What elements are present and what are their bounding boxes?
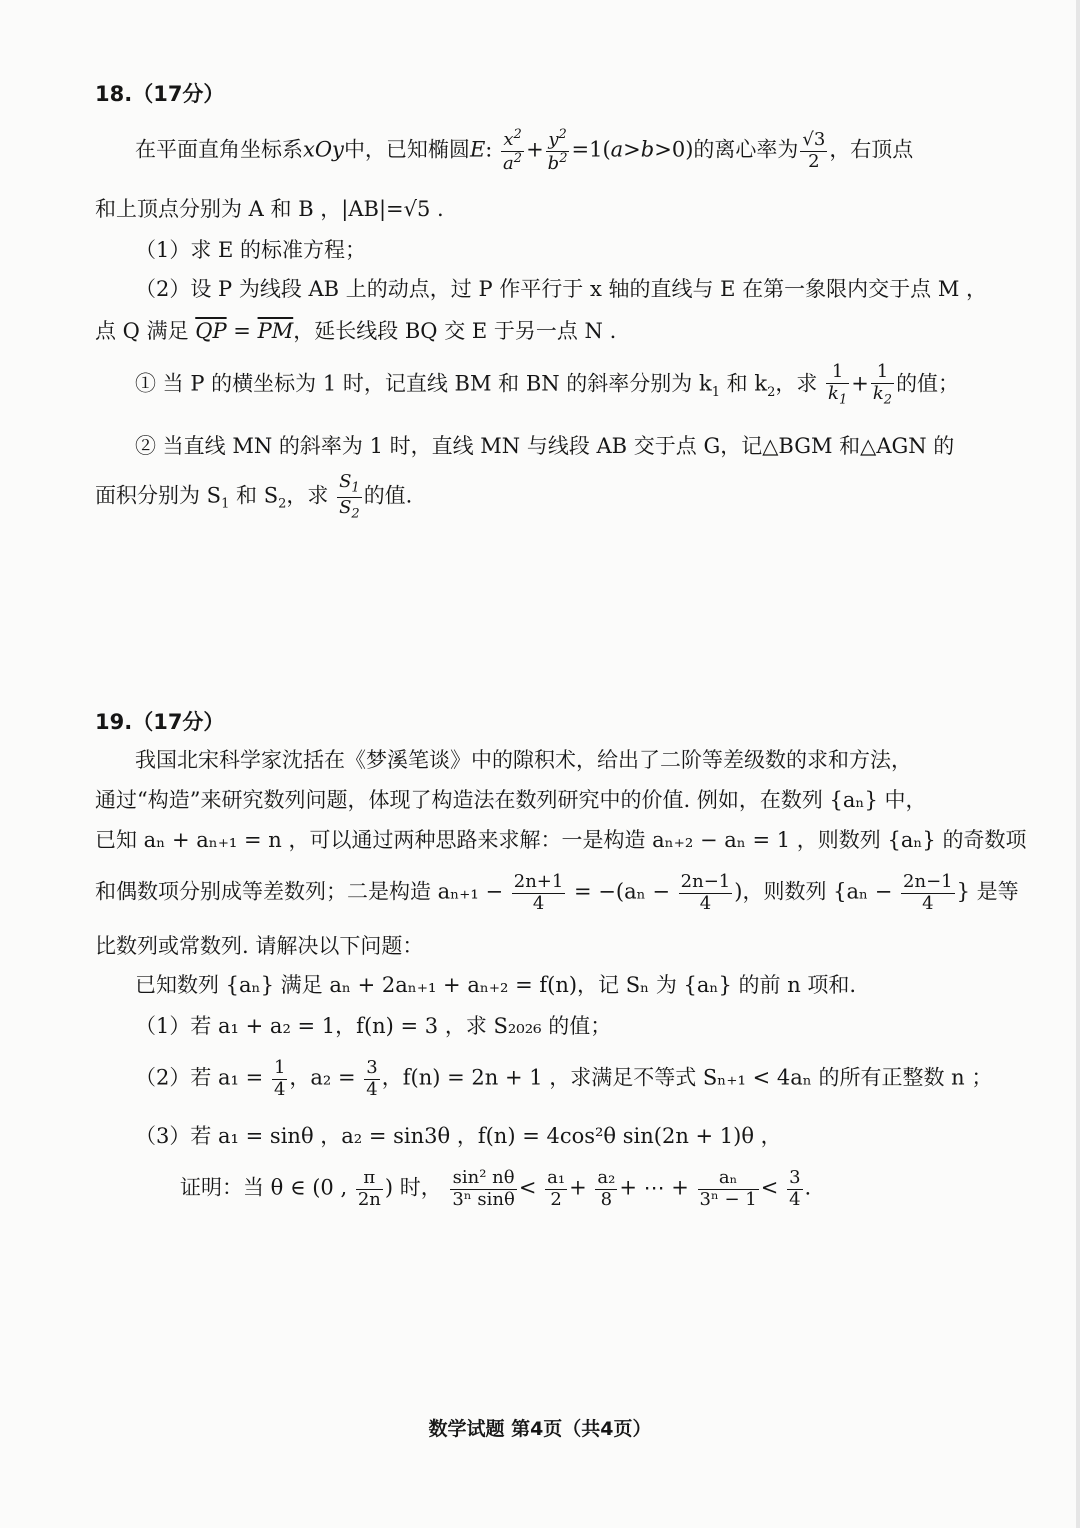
page-edge-shadow [1076, 0, 1080, 1528]
fraction: $\frac{1}{4}$ [273, 1057, 286, 1100]
fraction: $\frac{\text{a₂}}{8}$ [597, 1167, 616, 1210]
fraction: $\frac{x^2}{a^2}$ [503, 127, 523, 174]
q19-line-2: 通过“构造”来研究数列问题，体现了构造法在数列研究中的价值. 例如，在数列 {aₙ} 中， [95, 788, 927, 812]
q18-heading: 18.（17分） [95, 82, 225, 106]
q18-line-2: 和上顶点分别为 A 和 B ，|AB|=√5 . [95, 197, 444, 221]
q18-sub-2-cont: 面积分别为 $S_1$ 和 $S_2$，求 $\frac{S_1}{S_2}$ 的值. [95, 471, 413, 522]
fraction: $\frac{\text{aₙ}}{\text{3ⁿ − 1}}$ [699, 1167, 757, 1210]
fraction: $\frac{1}{k_1}$ [828, 361, 848, 408]
fraction: $\frac{2n-1}{4}$ [680, 871, 731, 914]
q19-line-4: 和偶数项分别成等差数列；二是构造 aₙ₊₁ − $\frac{2n+1}{4}$ = −(aₙ − $\frac{2n-1}{4}$ )，则数列 {aₙ − $\frac{2n-1}{4}$ } 是等 [95, 871, 1019, 914]
q19-heading: 19.（17分） [95, 710, 225, 734]
fraction: $\frac{S_1}{S_2}$ [339, 471, 360, 522]
q18-line-1: 在平面直角坐标系xOy中，已知椭圆E: $\frac{x^2}{a^2}$ + $\frac{y^2}{b^2}$ =1(a>b>0)的离心率为 $\frac{√3}{2}$ ，右顶点 [135, 127, 914, 174]
q19-line-5: 比数列或常数列. 请解决以下问题： [95, 934, 424, 958]
q18-part-2-cont: 点 Q 满足 $\overline{QP} = \overline{PM}$，延长线段 BQ 交 E 于另一点 N . [95, 319, 617, 343]
fraction: $\frac{1}{k_2}$ [872, 361, 893, 408]
fraction: $\frac{3}{4}$ [789, 1167, 801, 1210]
fraction: $\frac{y^2}{b^2}$ [547, 127, 568, 174]
fraction: $\frac{3}{4}$ [366, 1057, 378, 1100]
q18-part-1: （1）求 E 的标准方程； [135, 238, 367, 262]
fraction: $\frac{\text{a₁}}{2}$ [547, 1167, 566, 1210]
q19-part-1: （1）若 a₁ + a₂ = 1，f(n) = 3 ，求 S₂₀₂₆ 的值； [135, 1014, 612, 1038]
fraction: $\frac{\text{sin² nθ}}{\text{3ⁿ sinθ}}$ [452, 1167, 515, 1210]
q18-part-2: （2）设 P 为线段 AB 上的动点，过 P 作平行于 x 轴的直线与 E 在第一象限内交于点 M ， [135, 277, 987, 301]
fraction: $\frac{\pi}{2n}$ [357, 1167, 381, 1210]
q19-part-3: （3）若 a₁ = sinθ ，a₂ = sin3θ ，f(n) = 4cos²θ sin(2n + 1)θ ， [135, 1124, 782, 1148]
fraction: $\frac{2n+1}{4}$ [513, 871, 564, 914]
fraction: $\frac{√3}{2}$ [802, 129, 826, 172]
q19-line-1: 我国北宋科学家沈括在《梦溪笔谈》中的隙积术，给出了二阶等差级数的求和方法， [135, 748, 912, 772]
q19-proof-statement: 证明：当 θ ∈ (0 , $\frac{\pi}{2n}$ ) 时， $\frac{\text{sin² nθ}}{\text{3ⁿ sinθ}}$ < $\frac{\text{a₁}}{2}$ + $\frac{\text{a₂}}{8}$ + ⋯ + $\frac{\text{aₙ}}{\text{3ⁿ − 1}}$ < $\frac{3}{4}$ . [180, 1167, 812, 1210]
page-footer: 数学试题 第4页（共4页） [428, 1418, 652, 1440]
q18-sub-1: ① 当 P 的横坐标为 1 时，记直线 BM 和 BN 的斜率分别为 $k_1$ 和 $k_2$，求 $\frac{1}{k_1}$ + $\frac{1}{k_2}$ 的值； [135, 361, 960, 408]
fraction: $\frac{2n-1}{4}$ [903, 871, 953, 914]
q19-line-3: 已知 aₙ + aₙ₊₁ = n ，可以通过两种思路来求解：一是构造 aₙ₊₂ − aₙ = 1 ，则数列 {aₙ} 的奇数项 [95, 828, 1027, 852]
q19-part-2: （2）若 a₁ = $\frac{1}{4}$ ，a₂ = $\frac{3}{4}$ ，f(n) = 2n + 1 ，求满足不等式 Sₙ₊₁ < 4aₙ 的所有正整数 n ； [135, 1057, 993, 1100]
q18-sub-2: ② 当直线 MN 的斜率为 1 时，直线 MN 与线段 AB 交于点 G，记△BGM 和△AGN 的 [135, 434, 955, 458]
q19-line-6: 已知数列 {aₙ} 满足 aₙ + 2aₙ₊₁ + aₙ₊₂ = f(n)，记 Sₙ 为 {aₙ} 的前 n 项和. [135, 973, 857, 997]
